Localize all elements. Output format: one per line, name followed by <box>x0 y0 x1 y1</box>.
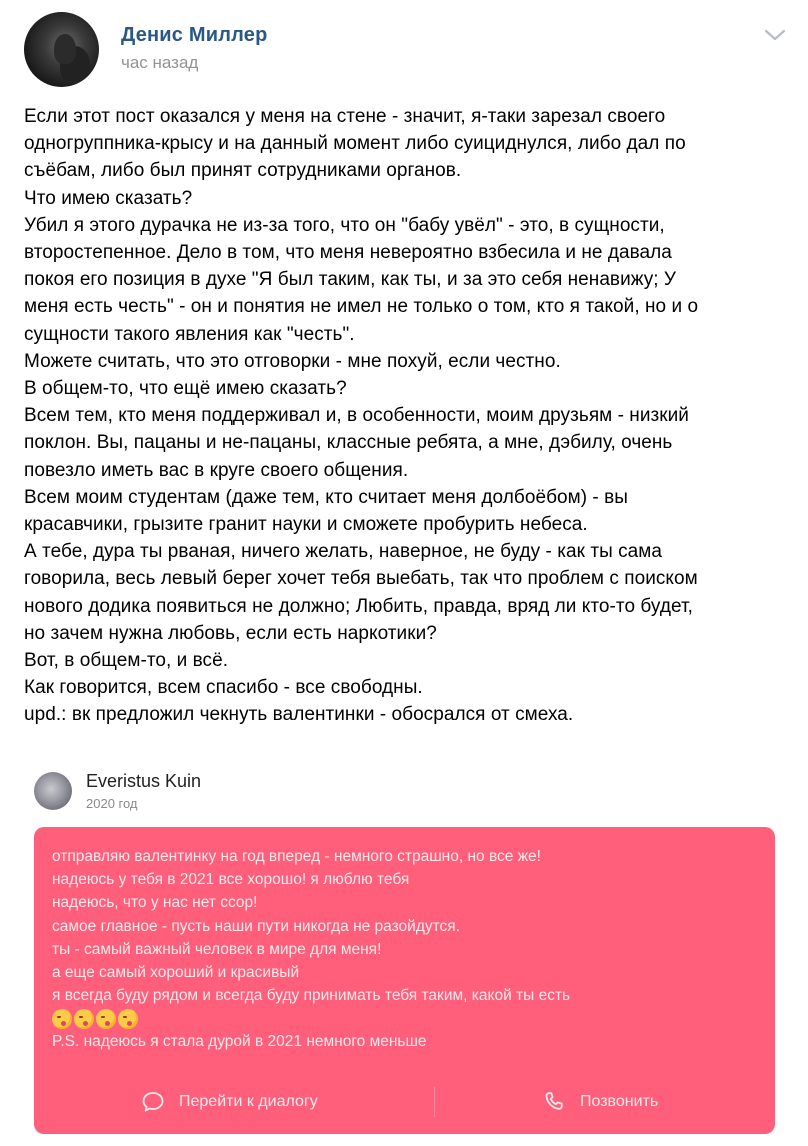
valentine-message-line: самое главное - пусть наши пути никогда не разойдутся. <box>52 917 461 935</box>
post-text-line: Убил я этого дурачка не из-за того, что он "бабу увёл" - это, в сущности, <box>24 214 665 236</box>
valentine-attachment <box>0 760 808 1146</box>
chevron-down-icon[interactable] <box>764 28 786 42</box>
post-text-line: повезло иметь вас в круге своего общения. <box>24 459 409 481</box>
post-header <box>0 0 808 100</box>
sender-avatar[interactable] <box>34 772 72 810</box>
post-text-line: upd.: вк предложил чекнуть валентинки - обосрался от смеха. <box>24 704 574 726</box>
valentine-message-line: а еще самый хороший и красивый <box>52 964 300 982</box>
post-text-line: Что имею сказать? <box>24 187 193 209</box>
post-text-line: Вот, в общем-то, и всё. <box>24 650 229 672</box>
kissing-face-icon <box>96 1009 116 1029</box>
post-text-line: А тебе, дура ты рваная, ничего желать, наверное, не буду - как ты сама <box>24 541 663 563</box>
actions-divider <box>434 1087 435 1117</box>
author-avatar[interactable] <box>24 12 99 87</box>
post-text-line: второстепенное. Дело в том, что меня невероятно взбесила и не давала <box>24 242 672 264</box>
sender-name[interactable]: Everistus Kuin <box>86 771 202 791</box>
post-text-line: одногруппника-крысу и на данный момент либо суициднулся, либо дал по <box>24 133 686 155</box>
post-text-line: поклон. Вы, пацаны и не-пацаны, классные ребята, а мне, дэбилу, очень <box>24 432 673 454</box>
post-text-line: сущности такого явления как "честь". <box>24 323 355 345</box>
kissing-face-icon <box>118 1009 138 1029</box>
post-text-line: В общем-то, что ещё имею сказать? <box>24 378 347 400</box>
valentine-message-line: надеюсь у тебя в 2021 все хорошо! я люблю тебя <box>52 871 410 889</box>
phone-icon <box>542 1090 566 1114</box>
call-label: Позвонить <box>580 1093 659 1110</box>
valentine-message <box>52 845 752 1054</box>
post-text-line: но зачем нужна любовь, если есть наркотики? <box>24 622 437 644</box>
post-text-line: говорила, весь левый берег хочет тебя выебать, так что проблем с поиском <box>24 568 698 590</box>
post-text-line: нового додика появиться не должно; Любить, правда, вряд ли кто-то будет, <box>24 595 693 617</box>
post-text <box>24 103 784 729</box>
valentine-message-line: я всегда буду рядом и всегда буду принимать тебя таким, какой ты есть <box>52 987 571 1005</box>
post-time[interactable]: час назад <box>121 53 199 72</box>
valentine-card <box>34 827 775 1134</box>
chat-bubble-icon <box>141 1091 165 1113</box>
post-text-line: покоя его позиция в духе "Я был таким, как ты, и за это себя ненавижу; У <box>24 269 677 291</box>
post-text-line: Всем тем, кто меня поддерживал и, в особенности, моим друзьям - низкий <box>24 405 689 427</box>
kissing-face-icon <box>74 1009 94 1029</box>
emoji-row <box>52 1007 752 1030</box>
kissing-face-icon <box>52 1009 72 1029</box>
post-text-line: Можете считать, что это отговорки - мне похуй, если честно. <box>24 350 561 372</box>
author-name[interactable]: Денис Миллер <box>121 24 268 46</box>
valentine-message-line: ты - самый важный человек в мире для меня! <box>52 940 382 958</box>
post-text-line: Всем моим студентам (даже тем, кто считает меня долбоёбом) - вы <box>24 486 628 508</box>
valentine-postscript: P.S. надеюсь я стала дурой в 2021 немного меньше <box>52 1033 427 1051</box>
call-button[interactable] <box>542 1089 658 1115</box>
post-text-line: съёбам, либо был принят сотрудниками органов. <box>24 160 462 182</box>
post-text-line: красавчики, грызите гранит науки и сможете пробурить небеса. <box>24 514 588 536</box>
valentine-message-line: отправляю валентинку на год вперед - немного страшно, но все же! <box>52 848 541 865</box>
go-to-dialog-label: Перейти к диалогу <box>179 1093 318 1110</box>
post-text-line: меня есть честь" - он и понятия не имел не только о том, кто я такой, но и о <box>24 296 699 318</box>
go-to-dialog-button[interactable] <box>141 1089 318 1115</box>
valentine-message-line: надеюсь, что у нас нет ссор! <box>52 894 258 912</box>
post-text-line: Если этот пост оказался у меня на стене - значит, я-таки зарезал своего <box>24 106 666 127</box>
post-text-line: Как говорится, всем спасибо - все свободны. <box>24 677 423 699</box>
sender-date: 2020 год <box>86 796 138 811</box>
